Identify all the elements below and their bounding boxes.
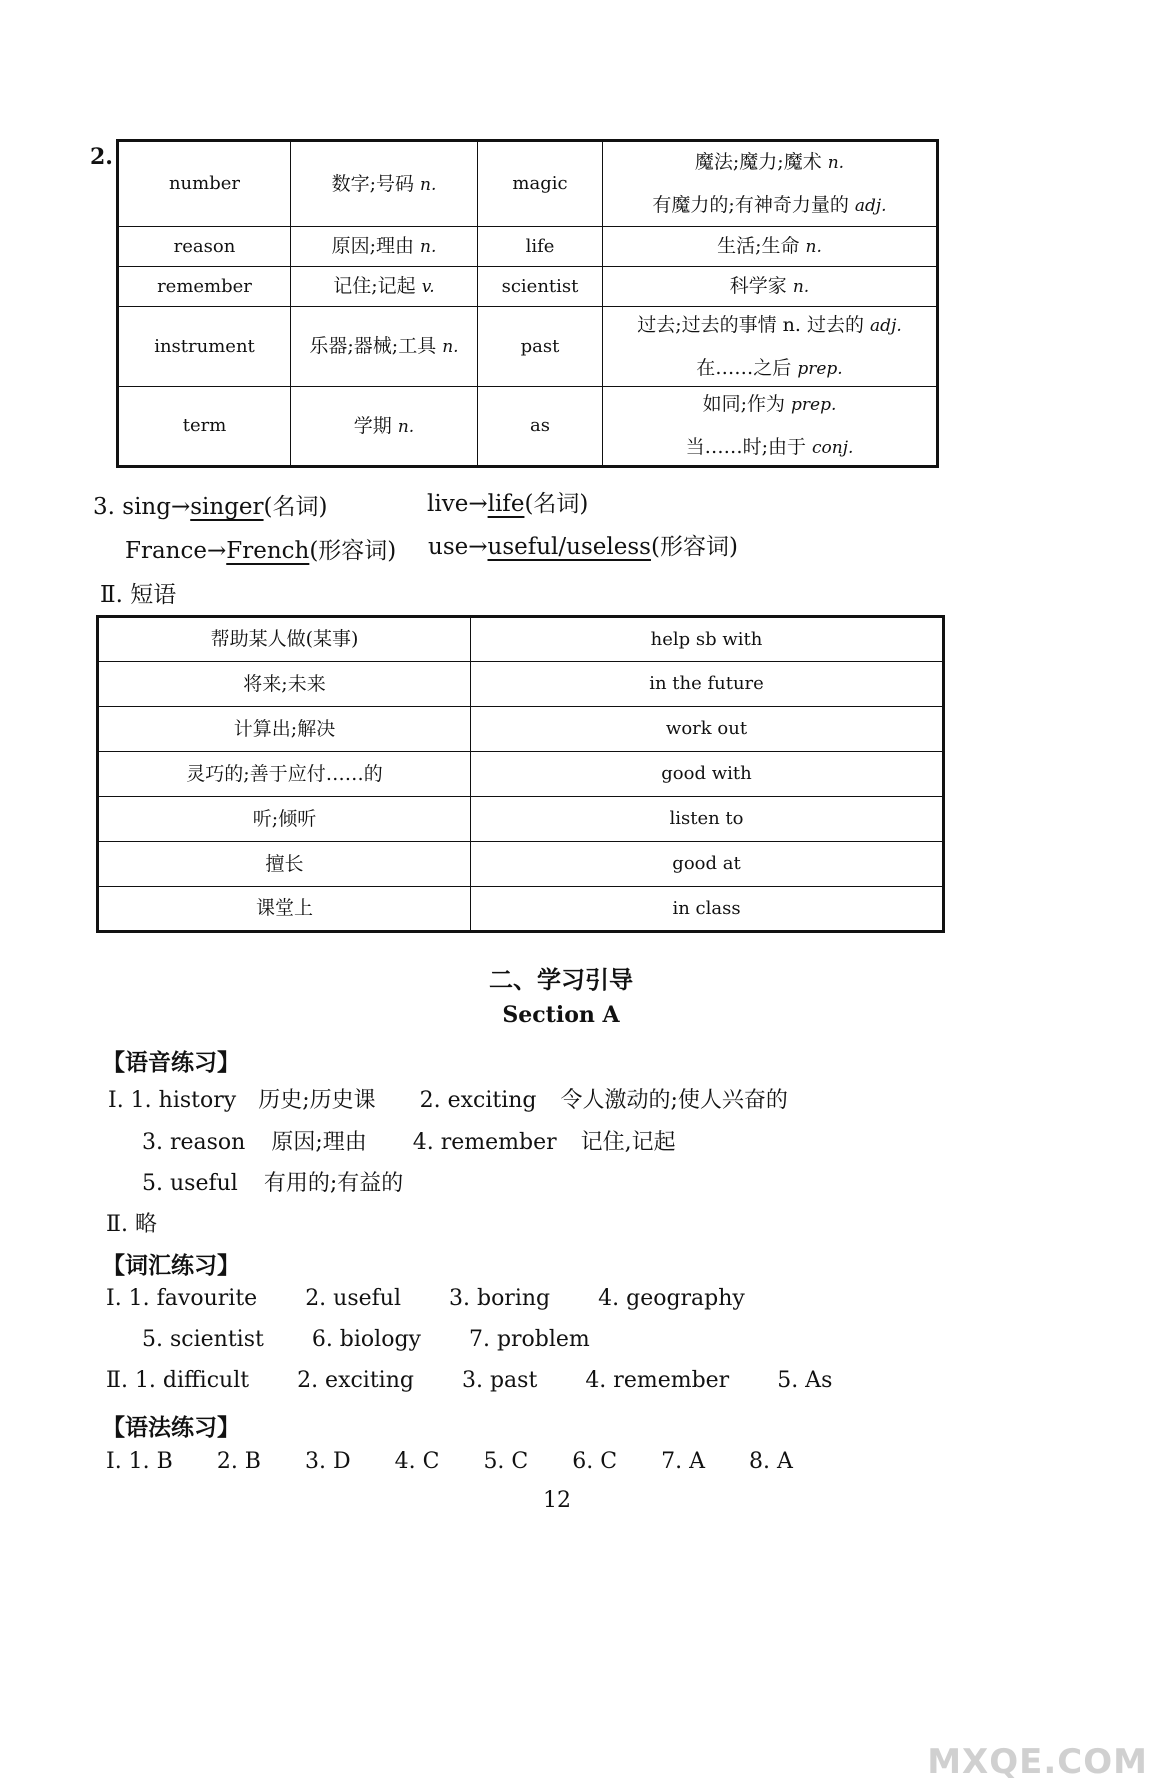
phrase-row xyxy=(98,617,944,662)
phrases-table xyxy=(96,615,945,933)
vocab-meaning: 乐器;器械;工具 n. xyxy=(291,307,478,387)
vocab-meaning: 记住;记起 v. xyxy=(291,267,478,307)
grammar-answer: 7. A xyxy=(661,1449,705,1474)
vocabulary-table xyxy=(116,139,939,468)
pronunciation-row-2: 3. reason 原因;理由 4. remember 记住,记起 xyxy=(142,1130,676,1155)
phrase-chinese: 课堂上 xyxy=(98,887,471,932)
grammar-practice-row xyxy=(106,1449,837,1474)
phrase-row xyxy=(98,752,944,797)
vocab-word: magic xyxy=(478,141,603,227)
vocab-word: scientist xyxy=(478,267,603,307)
vocab-row xyxy=(118,307,938,387)
grammar-answer: 2. B xyxy=(216,1449,261,1474)
watermark-logo: MXQE.COM xyxy=(927,1742,1148,1782)
pronunciation-ii: Ⅱ. 略 xyxy=(106,1212,157,1237)
phrase-chinese: 听;倾听 xyxy=(98,797,471,842)
word-form-line-1: 3. sing→singer(名词) xyxy=(93,494,328,520)
grammar-answer: 8. A xyxy=(748,1449,793,1474)
vocab-meaning: 魔法;魔力;魔术 n. 有魔力的;有神奇力量的 adj. xyxy=(603,141,938,227)
phrase-row xyxy=(98,887,944,932)
vocab-word: instrument xyxy=(118,307,291,387)
word-form-line-2: live→life(名词) xyxy=(427,491,589,517)
vocab-row xyxy=(118,141,938,227)
phrase-english: help sb with xyxy=(471,617,944,662)
word-form-line-3: France→French(形容词) xyxy=(125,538,397,564)
vocab-word: number xyxy=(118,141,291,227)
vocab-meaning: 学期 n. xyxy=(291,387,478,467)
grammar-answer: 5. C xyxy=(483,1449,529,1474)
vocab-word: term xyxy=(118,387,291,467)
vocab-practice-row-2: 5. scientist 6. biology 7. problem xyxy=(142,1327,590,1352)
phrase-english: listen to xyxy=(471,797,944,842)
vocab-row xyxy=(118,267,938,307)
phrase-chinese: 将来;未来 xyxy=(98,662,471,707)
phrase-chinese: 计算出;解决 xyxy=(98,707,471,752)
phrase-chinese: 帮助某人做(某事) xyxy=(98,617,471,662)
vocab-word: life xyxy=(478,227,603,267)
vocab-meaning: 如同;作为 prep. 当……时;由于 conj. xyxy=(603,387,938,467)
grammar-practice-label: 【语法练习】 xyxy=(102,1414,240,1441)
phrase-english: good at xyxy=(471,842,944,887)
page-number: 12 xyxy=(543,1488,571,1513)
phrase-row xyxy=(98,797,944,842)
vocab-meaning: 过去;过去的事情 n. 过去的 adj. 在……之后 prep. xyxy=(603,307,938,387)
vocab-meaning: 科学家 n. xyxy=(603,267,938,307)
grammar-answer: 4. C xyxy=(394,1449,440,1474)
guide-title: 二、学习引导 xyxy=(489,965,633,994)
phrases-heading: Ⅱ. 短语 xyxy=(100,582,177,608)
phrase-english: in class xyxy=(471,887,944,932)
grammar-answer: 3. D xyxy=(304,1449,351,1474)
phrase-row xyxy=(98,842,944,887)
pronunciation-row-1: Ⅰ. 1. history 历史;历史课 2. exciting 令人激动的;使人兴奋的 xyxy=(108,1088,788,1113)
vocab-meaning: 原因;理由 n. xyxy=(291,227,478,267)
phrase-english: work out xyxy=(471,707,944,752)
vocab-row xyxy=(118,227,938,267)
phrase-chinese: 擅长 xyxy=(98,842,471,887)
vocab-word: as xyxy=(478,387,603,467)
vocab-meaning: 数字;号码 n. xyxy=(291,141,478,227)
grammar-answer: 6. C xyxy=(572,1449,618,1474)
pronunciation-label: 【语音练习】 xyxy=(102,1049,240,1076)
vocab-practice-row-1: Ⅰ. 1. favourite 2. useful 3. boring 4. geography xyxy=(106,1286,745,1311)
vocabulary-practice-label: 【词汇练习】 xyxy=(102,1252,240,1279)
word-form-line-4: use→useful/useless(形容词) xyxy=(428,534,738,560)
phrase-english: good with xyxy=(471,752,944,797)
vocab-row xyxy=(118,387,938,467)
phrase-row xyxy=(98,662,944,707)
phrase-english: in the future xyxy=(471,662,944,707)
section-a-heading: Section A xyxy=(502,1002,620,1028)
vocab-word: reason xyxy=(118,227,291,267)
vocab-word: past xyxy=(478,307,603,387)
phrase-chinese: 灵巧的;善于应付……的 xyxy=(98,752,471,797)
item-number-2: 2. xyxy=(90,144,113,170)
vocab-word: remember xyxy=(118,267,291,307)
vocab-practice-row-3: Ⅱ. 1. difficult 2. exciting 3. past 4. remember 5. As xyxy=(106,1368,833,1393)
phrase-row xyxy=(98,707,944,752)
vocab-meaning: 生活;生命 n. xyxy=(603,227,938,267)
pronunciation-row-3: 5. useful 有用的;有益的 xyxy=(142,1171,404,1196)
grammar-answer: Ⅰ. 1. B xyxy=(106,1449,173,1474)
